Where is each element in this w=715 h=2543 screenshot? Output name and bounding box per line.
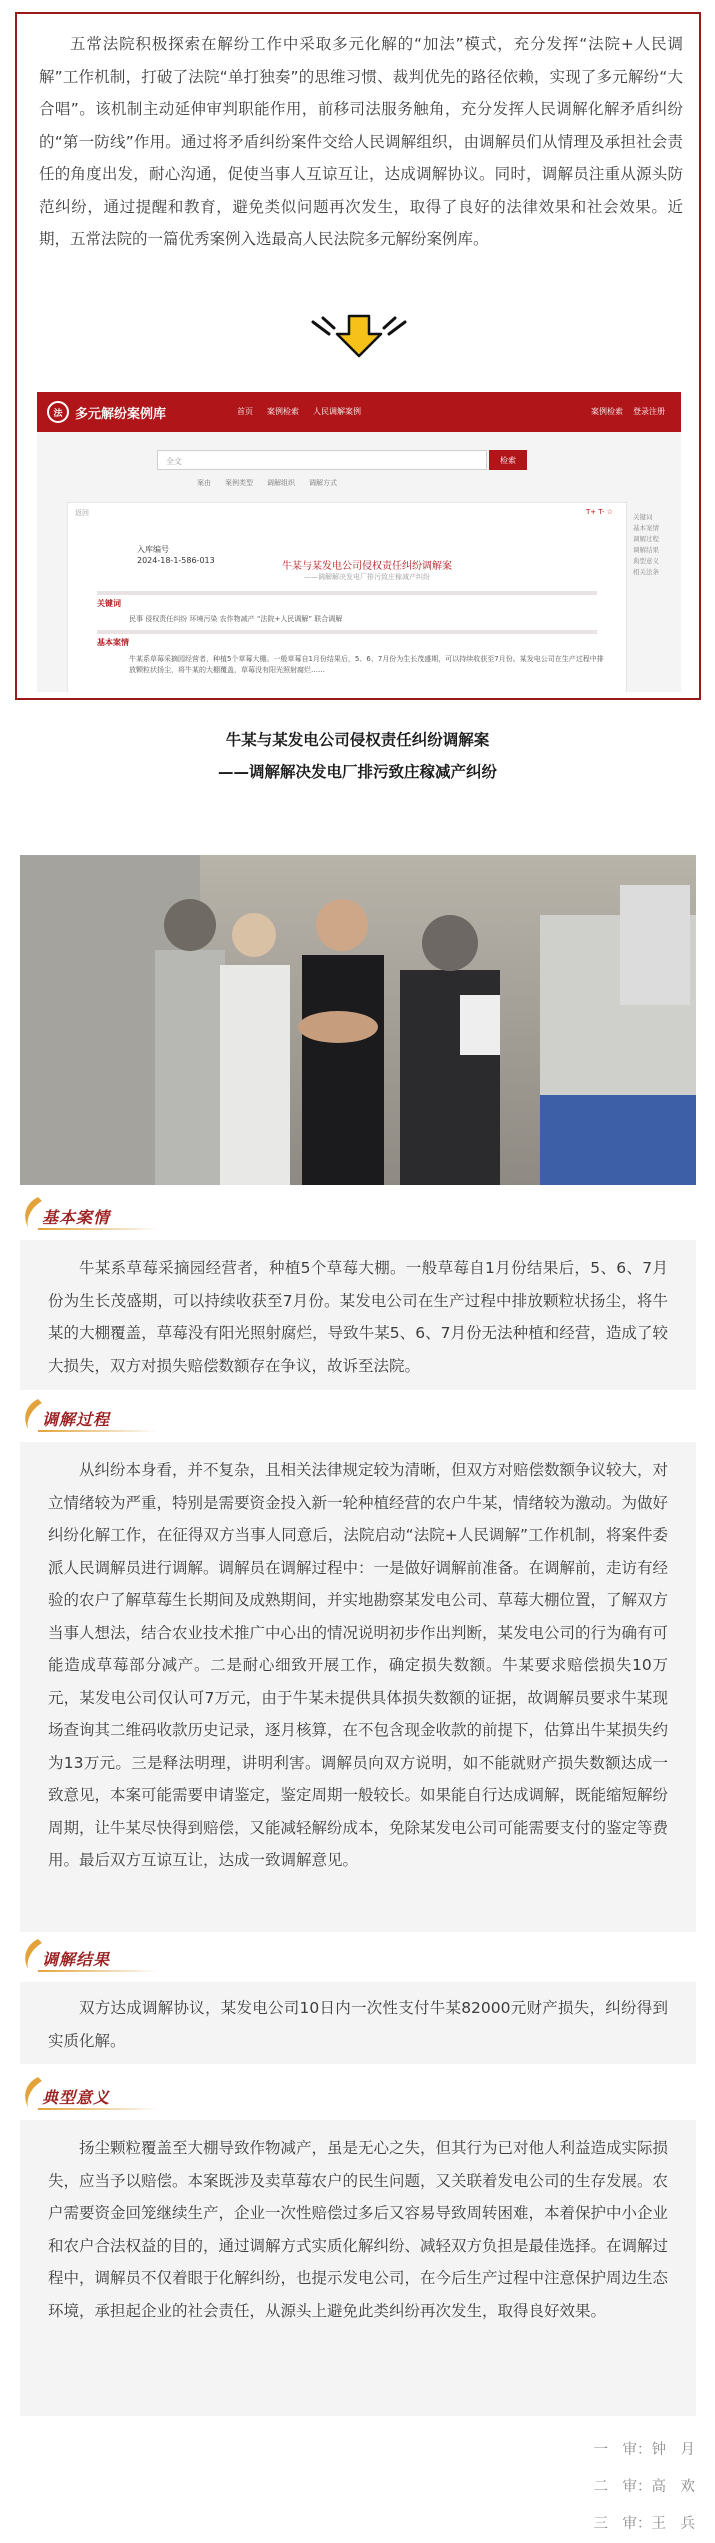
section-heading-significance (20, 2075, 270, 2115)
nav-mediation: 人民调解案例 (313, 407, 361, 416)
case-title-line1: 牛某与某发电公司侵权责任纠纷调解案 (225, 731, 490, 749)
case-number-label: 入库编号 (137, 545, 169, 554)
section-body-result: 双方达成调解协议，某发电公司10日内一次性支付牛某82000元财产损失，纠纷得到实质化解。 (20, 1982, 696, 2064)
filter-tab: 调解组织 (267, 479, 295, 487)
nav-home: 首页 (237, 407, 253, 416)
section-heading-facts (20, 1195, 270, 1235)
case-title-line2: ——调解解决发电厂排污致庄稼减产纠纷 (217, 763, 497, 781)
outline-item: 相关法条 (633, 568, 659, 576)
filter-tab: 调解方式 (309, 479, 337, 487)
section-title: 调解过程 (42, 1410, 111, 1429)
back-link: 返回 (75, 509, 89, 517)
outline-item: 典型意义 (633, 557, 659, 565)
doc-facts: 牛某系草莓采摘园经营者，种植5个草莓大棚。一般草莓自1月份结果后，5、6、7月份为生长茂盛期，可以持续收获至7月份。某发电公司在生产过程中排放颗粒状扬尘，将牛某的大棚覆盖，草莓没有阳光照射腐烂…… (129, 655, 604, 674)
divider (97, 591, 597, 595)
outline-item: 调解结果 (633, 546, 659, 554)
site-filter-tabs (197, 478, 337, 488)
font-size-tools: T+ T- ☆ (585, 508, 613, 516)
right-link-login: 登录注册 (633, 407, 665, 416)
section-heading-result (20, 1937, 270, 1977)
section-body-significance: 扬尘颗粒覆盖至大棚导致作物减产，虽是无心之失，但其行为已对他人利益造成实际损失，应当予以赔偿。本案既涉及卖草莓农户的民生问题，又关联着发电公司的生存发展。农户需要资金回笼继续生产，企业一次性赔偿过多后又容易导致周转困难，本着保护中小企业和农户合法权益的目的，通过调解方式实质化解纠纷、减轻双方负担是最佳选择。在调解过程中，调解员不仅着眼于化解纠纷，也提示发电公司，在今后生产过程中注意保护周边生态环境，承担起企业的社会责任，从源头上避免此类纠纷再次发生，取得良好效果。 (20, 2120, 696, 2416)
case-number: 2024-18-1-586-013 (137, 556, 215, 565)
court-logo-icon: 法 (47, 401, 69, 423)
section-title: 基本案情 (42, 1208, 111, 1227)
doc-heading-facts: 基本案情 (97, 638, 129, 647)
doc-heading-keywords: 关键词 (97, 599, 121, 608)
section-title: 典型意义 (42, 2088, 111, 2107)
divider (97, 630, 597, 634)
down-arrow-icon (309, 314, 409, 359)
heading-underline (38, 1430, 158, 1432)
heading-underline (38, 1970, 158, 1972)
document-toolbar (67, 508, 627, 522)
document-subtitle: ——调解解决发电厂排污致庄稼减产纠纷 (304, 573, 430, 581)
filter-tab: 案例类型 (225, 479, 253, 487)
site-search-input: 全文 (157, 450, 487, 470)
outline-item: 基本案情 (633, 524, 659, 532)
case-library-screenshot (37, 392, 681, 692)
reviewer-line: 三 审：王 兵 (593, 2516, 695, 2532)
heading-underline (38, 2108, 158, 2110)
document-title: 牛某与某发电公司侵权责任纠纷调解案 (282, 561, 452, 572)
site-nav (237, 406, 361, 417)
site-right-links (591, 406, 665, 417)
section-body-facts: 牛某系草莓采摘园经营者，种植5个草莓大棚。一般草莓自1月份结果后，5、6、7月份为生长茂盛期，可以持续收获至7月份。某发电公司在生产过程中排放颗粒状扬尘，将牛某的大棚覆盖，草莓没有阳光照射腐烂，导致牛某5、6、7月份无法种植和经营，造成了较大损失，双方对损失赔偿数额存在争议，故诉至法院。 (20, 1240, 696, 1390)
right-link-search: 案例检索 (591, 407, 623, 416)
handshake-photo (20, 855, 696, 1185)
nav-search: 案例检索 (267, 407, 299, 416)
outline-item: 调解过程 (633, 535, 659, 543)
site-title: 多元解纷案例库 (75, 406, 167, 422)
doc-keywords: 民事 侵权责任纠纷 环境污染 农作物减产 “法院+人民调解” 联合调解 (129, 615, 343, 623)
outline-item: 关键词 (633, 513, 653, 521)
site-header (37, 392, 681, 432)
filter-tab: 案由 (197, 479, 211, 487)
intro-box (15, 12, 701, 700)
section-heading-process (20, 1397, 270, 1437)
intro-paragraph: 五常法院积极探索在解纷工作中采取多元化解的“加法”模式，充分发挥“法院+人民调解”工作机制，打破了法院“单打独奏”的思维习惯、裁判优先的路径依赖，实现了多元解纷“大合唱”。该机制主动延伸审判职能作用，前移司法服务触角，充分发挥人民调解化解矛盾纠纷的“第一防线”作用。通过将矛盾纠纷案件交给人民调解组织，由调解员们从情理及承担社会责任的角度出发，耐心沟通，促使当事人互谅互让，达成调解协议。同时，调解员注重从源头防范纠纷，通过提醒和教育，避免类似问题再次发生，取得了良好的法律效果和社会效果。近期，五常法院的一篇优秀案例入选最高人民法院多元解纷案例库。 (39, 35, 683, 248)
case-number-block (137, 544, 215, 566)
section-body-process: 从纠纷本身看，并不复杂，且相关法律规定较为清晰，但双方对赔偿数额争议较大，对立情绪较为严重，特别是需要资金投入新一轮种植经营的农户牛某，情绪较为激动。为做好纠纷化解工作，在征得双方当事人同意后，法院启动“法院+人民调解”工作机制，将案件委派人民调解员进行调解。调解员在调解过程中：一是做好调解前准备。在调解前，走访有经验的农户了解草莓生长期间及成熟期间，并实地勘察某发电公司、草莓大棚位置，了解双方当事人想法，结合农业技术推广中心出的情况说明初步作出判断，某发电公司的行为确有可能造成草莓部分减产。二是耐心细致开展工作，确定损失数额。牛某要求赔偿损失10万元，某发电公司仅认可7万元，由于牛某未提供具体损失数额的证据，故调解员要求牛某现场查询其二维码收款历史记录，逐月核算，在不包含现金收款的前提下，估算出牛某损失约为13万元。三是释法明理，讲明利害。调解员向双方说明，如不能就财产损失数额达成一致意见，本案可能需要申请鉴定，鉴定周期一般较长。如果能自行达成调解，既能缩短解纷周期，让牛某尽快得到赔偿，又能减轻解纷成本，免除某发电公司可能需要支付的鉴定等费用。最后双方互谅互让，达成一致调解意见。 (20, 1442, 696, 1932)
site-search-button: 检索 (489, 450, 527, 470)
reviewer-line: 一 审：钟 月 (593, 2442, 695, 2458)
section-title: 调解结果 (42, 1950, 111, 1969)
document-outline (633, 512, 673, 578)
reviewer-line: 二 审：高 欢 (593, 2479, 695, 2495)
heading-underline (38, 1228, 158, 1230)
reviewer-list (435, 2432, 695, 2543)
